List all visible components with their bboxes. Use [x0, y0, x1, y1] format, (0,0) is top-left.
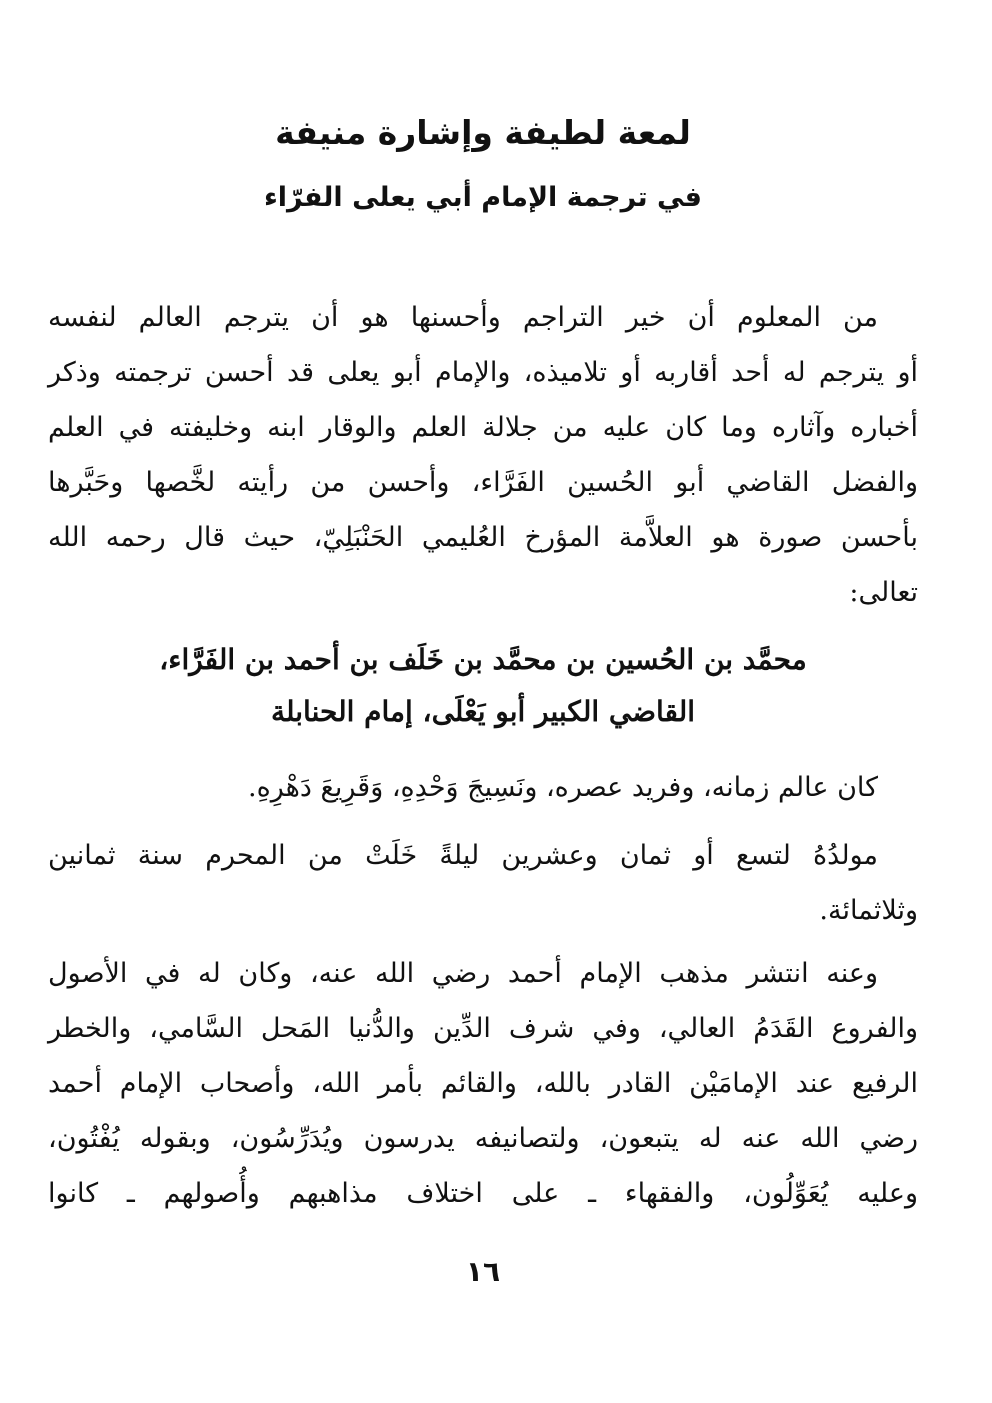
- intro-line: أخباره وآثاره وما كان عليه من جلالة العلم والوقار ابنه وخليفته في العلم: [48, 412, 918, 443]
- birth-paragraph: [48, 828, 918, 938]
- birth-line: مولدُهُ لتسع أو ثمان وعشرين ليلةً خَلَتْ من المحرم سنة ثمانين: [48, 840, 878, 871]
- intro-paragraph: [48, 290, 918, 620]
- intro-line: من المعلوم أن خير التراجم وأحسنها هو أن يترجم العالم لنفسه: [48, 302, 878, 333]
- madhhab-line: وعليه يُعَوِّلُون، والفقهاء ـ على اختلاف مذاهبهم وأُصولهم ـ كانوا: [48, 1178, 918, 1209]
- madhhab-line: رضي الله عنه له يتبعون، ولتصانيفه يدرسون ويُدَرِّسُون، وبقوله يُفْتُون،: [48, 1123, 918, 1154]
- biography-heading-line: القاضي الكبير أبو يَعْلَى، إمام الحنابلة: [270, 695, 696, 728]
- description-paragraph: [48, 760, 918, 815]
- intro-line: تعالى:: [849, 577, 918, 608]
- intro-line: أو يترجم له أحد أقاربه أو تلاميذه، والإمام أبو يعلى قد أحسن ترجمته وذكر: [48, 357, 918, 388]
- description-line: كان عالم زمانه، وفريد عصره، ونَسِيجَ وَحْدِهِ، وَقَرِيعَ دَهْرِهِ.: [248, 772, 878, 803]
- document-page: [48, 0, 918, 1403]
- page-number: ١٦: [465, 1255, 501, 1288]
- madhhab-line: الرفيع عند الإمامَيْن القادر بالله، والقائم بأمر الله، وأصحاب الإمام أحمد: [48, 1068, 918, 1099]
- intro-line: والفضل القاضي أبو الحُسين الفَرَّاء، وأحسن من رأيته لخَّصها وحَبَّرها: [48, 467, 918, 498]
- madhhab-line: وعنه انتشر مذهب الإمام أحمد رضي الله عنه، وكان له في الأصول: [48, 958, 878, 989]
- biography-heading-line: محمَّد بن الحُسين بن محمَّد بن خَلَف بن أحمد بن الفَرَّاء،: [159, 643, 807, 676]
- page-subtitle: في ترجمة الإمام أبي يعلى الفرّاء: [264, 182, 702, 213]
- madhhab-paragraph: [48, 946, 918, 1221]
- intro-line: بأحسن صورة هو العلاَّمة المؤرخ العُليمي الحَنْبَلِيّ، حيث قال رحمه الله: [48, 522, 918, 553]
- madhhab-line: والفروع القَدَمُ العالي، وفي شرف الدِّين والدُّنيا المَحل السَّامي، والخطر: [48, 1013, 918, 1044]
- birth-line: وثلاثمائة.: [819, 895, 918, 926]
- biography-heading: [48, 634, 918, 738]
- page-title: لمعة لطيفة وإشارة منيفة: [275, 113, 691, 152]
